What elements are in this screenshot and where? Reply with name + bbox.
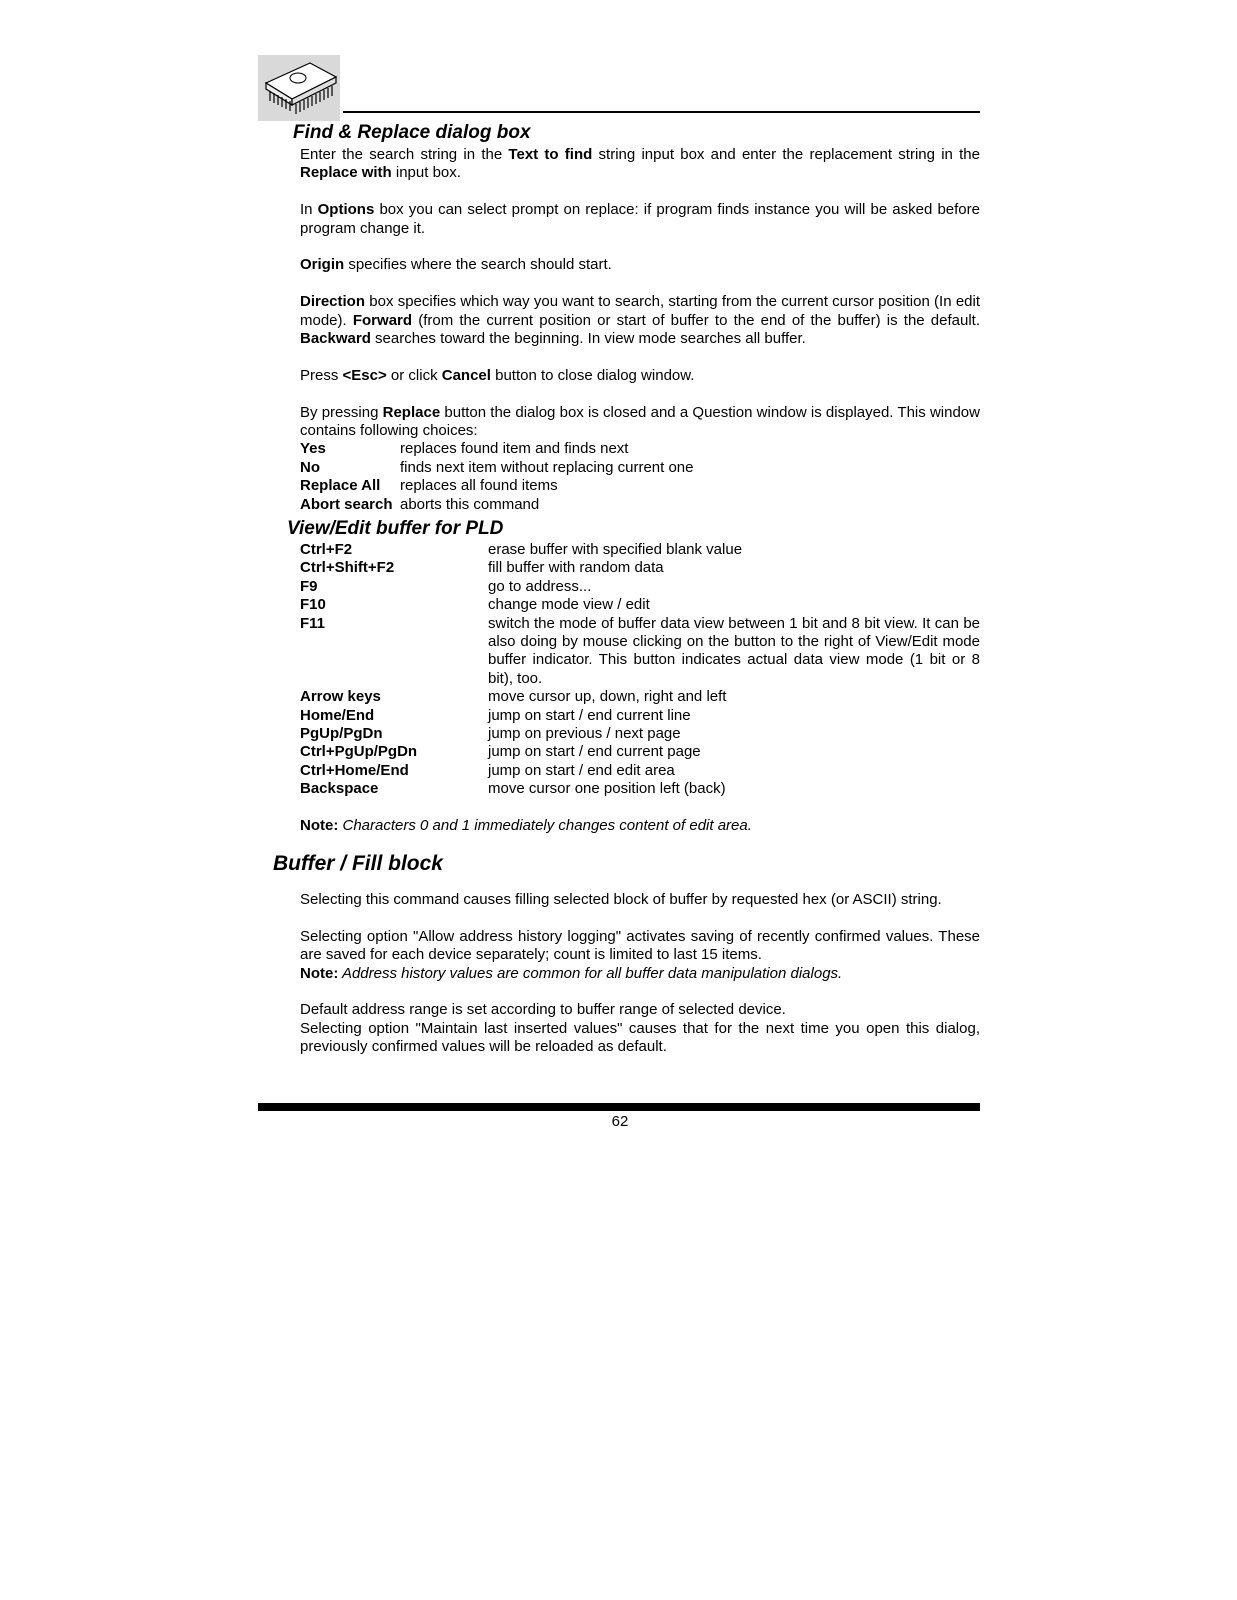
paragraph: Selecting option "Allow address history logging" activates saving of recently confirmed values. These are saved for each device separately; count is limited to last 15 items. <box>300 927 980 964</box>
paragraph: Selecting this command causes filling selected block of buffer by requested hex (or ASCII) string. <box>300 891 942 908</box>
note: Note: Address history values are common for all buffer data manipulation dialogs. <box>300 964 843 982</box>
shortcut-row: Backspace move cursor one position left (back) <box>300 780 726 798</box>
shortcut-row: F10 change mode view / edit <box>300 596 650 614</box>
note: Note: Characters 0 and 1 immediately changes content of edit area. <box>300 817 752 835</box>
page-number: 62 <box>611 1113 629 1130</box>
paragraph: By pressing Replace button the dialog box is closed and a Question window is displayed. This window contains following choices: <box>300 403 980 440</box>
shortcut-row: PgUp/PgDn jump on previous / next page <box>300 725 681 743</box>
section-title-find-replace: Find & Replace dialog box <box>293 122 531 143</box>
choice-row: Abort search aborts this command <box>300 495 540 513</box>
shortcut-row: F9 go to address... <box>300 577 592 595</box>
paragraph: Default address range is set according to buffer range of selected device. <box>300 1001 786 1019</box>
choice-row: Replace All replaces all found items <box>300 477 558 495</box>
eprom-chip-icon <box>258 55 340 121</box>
fill-block-body <box>300 891 980 1057</box>
shortcut-table <box>300 541 980 835</box>
paragraph: Selecting option "Maintain last inserted values" causes that for the next time you open this dialog, previously confirmed values will be reloaded as default. <box>300 1019 980 1056</box>
choice-row: No finds next item without replacing current one <box>300 458 694 476</box>
choice-row: Yes replaces found item and finds next <box>300 440 629 458</box>
shortcut-row: Ctrl+F2 erase buffer with specified blank value <box>300 541 743 558</box>
shortcut-row: Arrow keys move cursor up, down, right and left <box>300 688 727 706</box>
header-rule <box>343 111 980 113</box>
paragraph: Enter the search string in the Text to find string input box and enter the replacement string in the Replace with input box. <box>300 146 980 182</box>
paragraph: Origin specifies where the search should start. <box>300 256 612 274</box>
section-title-view-edit: View/Edit buffer for PLD <box>287 518 504 539</box>
shortcut-row: Ctrl+PgUp/PgDn jump on start / end current page <box>300 743 701 761</box>
shortcut-row: Ctrl+Home/End jump on start / end edit area <box>300 761 675 779</box>
paragraph: Press <Esc> or click Cancel button to close dialog window. <box>300 366 695 384</box>
section-title-fill-block: Buffer / Fill block <box>273 852 443 875</box>
footer-rule <box>258 1103 980 1111</box>
find-replace-body <box>300 146 980 514</box>
shortcut-row: Ctrl+Shift+F2 fill buffer with random data <box>300 559 664 577</box>
paragraph: Direction box specifies which way you want to search, starting from the current cursor position (In edit mode). Forward (from the current position or start of buffer to the end of the buffer) is the default. Backward searches toward the beginning. In view mode searches all buffer. <box>300 293 980 348</box>
paragraph: In Options box you can select prompt on replace: if program finds instance you will be asked before program change it. <box>300 201 980 237</box>
shortcut-row: Home/End jump on start / end current line <box>300 706 691 724</box>
shortcut-row: F11 switch the mode of buffer data view between 1 bit and 8 bit view. It can be also doing by mouse clicking on the button to the right of View/Edit mode buffer indicator. This button indicates actual data view mode (1 bit or 8 bit), too. <box>300 614 980 687</box>
